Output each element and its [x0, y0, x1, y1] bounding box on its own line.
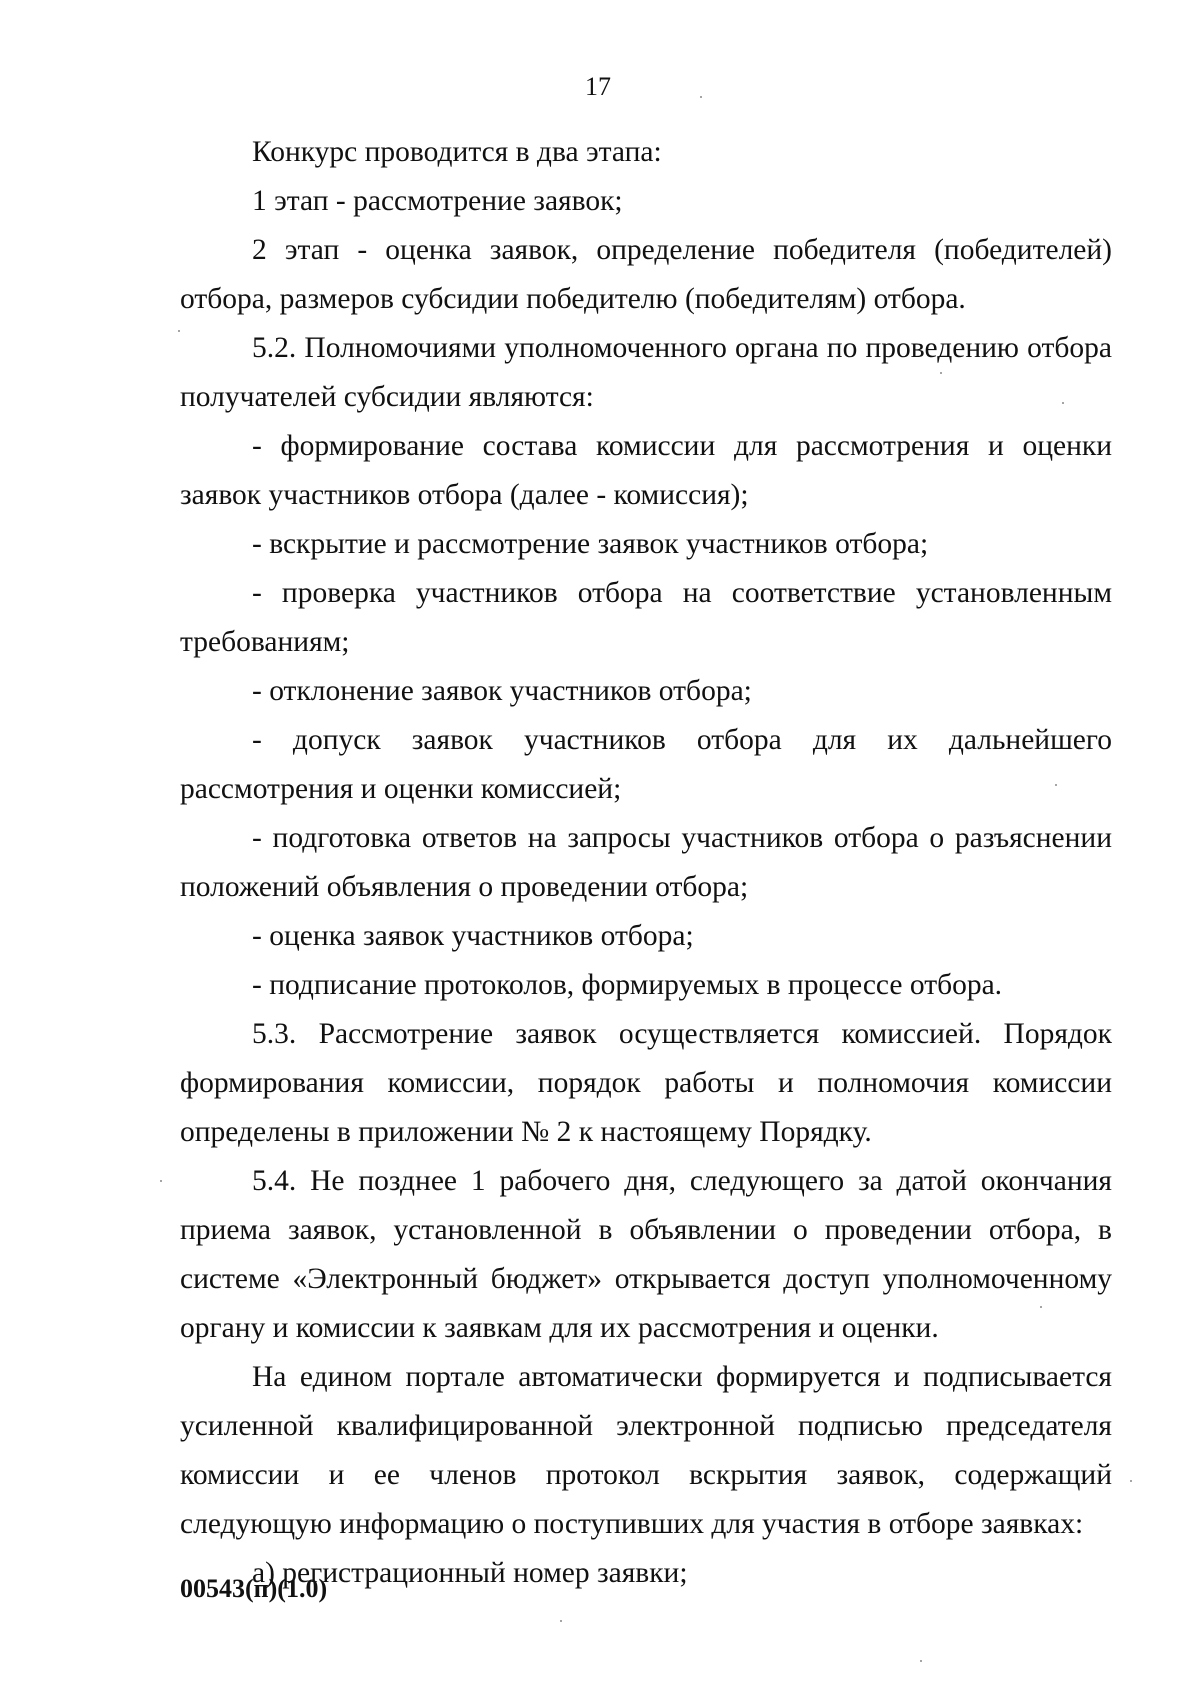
list-item: - допуск заявок участников отбора для их дальнейшего рассмотрения и оценки комиссией; — [180, 724, 1112, 805]
paragraph: 5.4. Не позднее 1 рабочего дня, следующего за датой окончания приема заявок, установленной в объявлении о проведении отбора, в системе «Электронный бюджет» открывается доступ уполномоченному органу и комиссии к заявкам для их рассмотрения и оценки. — [180, 1165, 1112, 1344]
scan-speck — [920, 1660, 922, 1662]
page-number: 17 — [585, 72, 611, 101]
paragraph: Конкурс проводится в два этапа: — [252, 136, 662, 168]
scan-speck — [160, 1180, 162, 1182]
paragraph: 2 этап - оценка заявок, определение победителя (победителей) отбора, размеров субсидии победителю (победителям) отбора. — [180, 234, 1112, 315]
scan-speck — [700, 96, 702, 98]
list-item: - вскрытие и рассмотрение заявок участников отбора; — [252, 528, 929, 560]
document-body — [180, 128, 1112, 1598]
scan-speck — [1040, 1306, 1042, 1308]
scan-speck — [178, 330, 180, 332]
scan-speck — [1130, 1480, 1132, 1482]
paragraph: 5.2. Полномочиями уполномоченного органа по проведению отбора получателей субсидии являются: — [180, 332, 1112, 413]
list-item: а) регистрационный номер заявки; — [252, 1557, 688, 1589]
paragraph: 1 этап - рассмотрение заявок; — [252, 185, 623, 217]
list-item: - отклонение заявок участников отбора; — [252, 675, 752, 707]
paragraph: На едином портале автоматически формируется и подписывается усиленной квалифицированной электронной подписью председателя комиссии и ее членов протокол вскрытия заявок, содержащий следующую информацию о поступивших для участия в отборе заявках: — [180, 1361, 1112, 1540]
list-item: - формирование состава комиссии для рассмотрения и оценки заявок участников отбора (далее - комиссия); — [180, 430, 1112, 511]
list-item: - подписание протоколов, формируемых в процессе отбора. — [252, 969, 1003, 1001]
scan-speck — [1062, 402, 1064, 404]
document-code: 00543(п)(1.0) — [180, 1574, 328, 1603]
scan-speck — [1055, 784, 1057, 786]
list-item: - проверка участников отбора на соответствие установленным требованиям; — [180, 577, 1112, 658]
list-item: - подготовка ответов на запросы участников отбора о разъяснении положений объявления о проведении отбора; — [180, 822, 1112, 903]
list-item: - оценка заявок участников отбора; — [252, 920, 694, 952]
scan-speck — [940, 372, 942, 374]
scan-speck — [560, 1620, 562, 1622]
paragraph: 5.3. Рассмотрение заявок осуществляется комиссией. Порядок формирования комиссии, порядок работы и полномочия комиссии определены в приложении № 2 к настоящему Порядку. — [180, 1018, 1112, 1148]
